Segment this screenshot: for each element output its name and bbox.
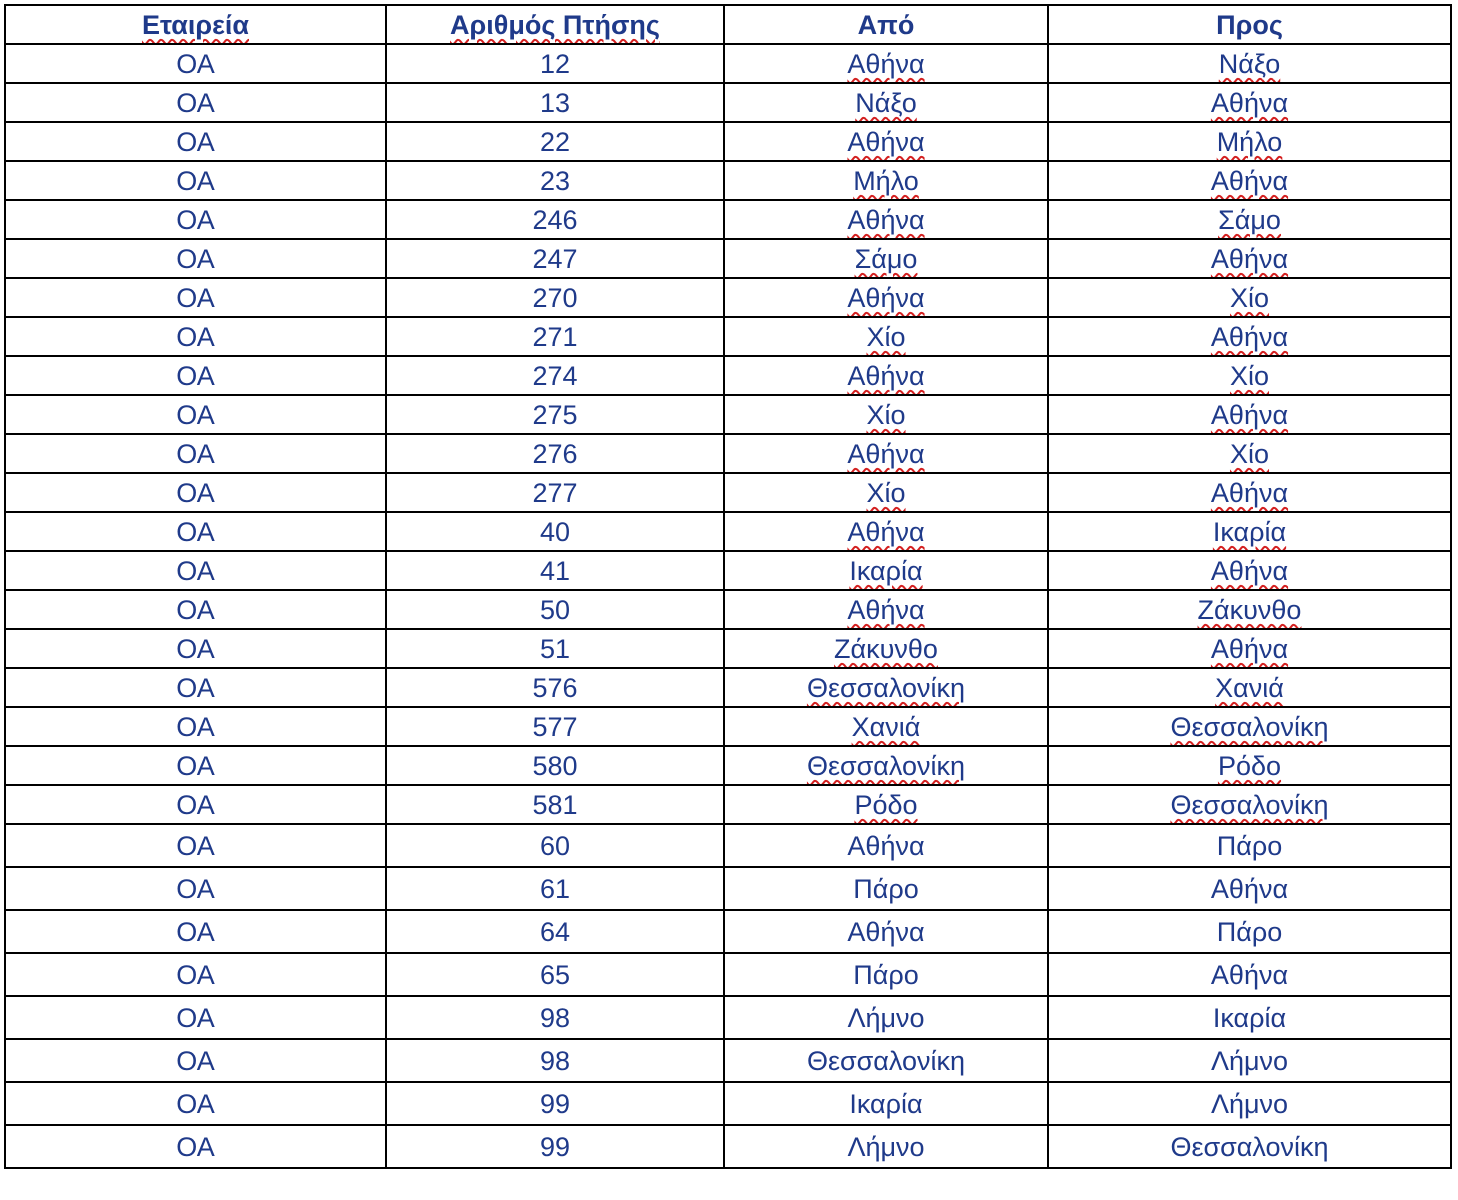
cell-from: Λήμνο [724,996,1048,1039]
cell-company: ΟΑ [5,785,386,824]
header-company: Εταιρεία [5,5,386,44]
cell-flight-number: 99 [386,1125,724,1168]
cell-to: Χίο [1048,278,1451,317]
table-row [5,317,1451,356]
cell-from: Θεσσαλονίκη [724,1039,1048,1082]
cell-company: ΟΑ [5,629,386,668]
cell-flight-number: 50 [386,590,724,629]
cell-to: Αθήνα [1048,473,1451,512]
cell-from: Θεσσαλονίκη [724,668,1048,707]
cell-from: Χίο [724,317,1048,356]
cell-from: Σάμο [724,239,1048,278]
cell-company: ΟΑ [5,707,386,746]
cell-company: ΟΑ [5,590,386,629]
cell-to: Πάρο [1048,910,1451,953]
table-row [5,122,1451,161]
header-from: Από [724,5,1048,44]
cell-company: ΟΑ [5,356,386,395]
cell-to: Αθήνα [1048,867,1451,910]
cell-to: Αθήνα [1048,239,1451,278]
table-row [5,161,1451,200]
cell-from: Χανιά [724,707,1048,746]
cell-flight-number: 98 [386,1039,724,1082]
cell-company: ΟΑ [5,83,386,122]
table-row [5,44,1451,83]
table-row [5,551,1451,590]
table-row [5,395,1451,434]
cell-from: Πάρο [724,867,1048,910]
table-row [5,629,1451,668]
cell-company: ΟΑ [5,278,386,317]
flights-table [4,4,1452,1169]
cell-to: Αθήνα [1048,629,1451,668]
cell-to: Πάρο [1048,824,1451,867]
cell-from: Αθήνα [724,122,1048,161]
cell-to: Χανιά [1048,668,1451,707]
cell-to: Θεσσαλονίκη [1048,785,1451,824]
table-body-lower [5,824,1451,1168]
cell-to: Χίο [1048,356,1451,395]
cell-to: Νάξο [1048,44,1451,83]
cell-to: Ζάκυνθο [1048,590,1451,629]
cell-company: ΟΑ [5,910,386,953]
cell-flight-number: 277 [386,473,724,512]
cell-company: ΟΑ [5,551,386,590]
cell-to: Ικαρία [1048,512,1451,551]
cell-flight-number: 65 [386,953,724,996]
cell-from: Πάρο [724,953,1048,996]
table-row [5,83,1451,122]
cell-flight-number: 270 [386,278,724,317]
cell-company: ΟΑ [5,1125,386,1168]
table-row [5,785,1451,824]
cell-flight-number: 13 [386,83,724,122]
cell-company: ΟΑ [5,122,386,161]
cell-from: Νάξο [724,83,1048,122]
cell-from: Αθήνα [724,278,1048,317]
cell-company: ΟΑ [5,512,386,551]
flights-document [4,4,1450,1169]
cell-to: Αθήνα [1048,551,1451,590]
cell-to: Αθήνα [1048,953,1451,996]
cell-from: Αθήνα [724,434,1048,473]
cell-company: ΟΑ [5,1082,386,1125]
table-row [5,1125,1451,1168]
cell-flight-number: 61 [386,867,724,910]
cell-flight-number: 22 [386,122,724,161]
cell-to: Αθήνα [1048,317,1451,356]
table-row [5,746,1451,785]
cell-company: ΟΑ [5,239,386,278]
table-body-upper [5,44,1451,824]
cell-flight-number: 576 [386,668,724,707]
cell-to: Αθήνα [1048,161,1451,200]
cell-from: Αθήνα [724,200,1048,239]
cell-to: Αθήνα [1048,83,1451,122]
table-row [5,512,1451,551]
cell-to: Ικαρία [1048,996,1451,1039]
table-row [5,953,1451,996]
cell-to: Αθήνα [1048,395,1451,434]
header-flight-number: Αριθμός Πτήσης [386,5,724,44]
cell-company: ΟΑ [5,161,386,200]
table-row [5,1082,1451,1125]
cell-company: ΟΑ [5,317,386,356]
cell-company: ΟΑ [5,434,386,473]
cell-from: Ικαρία [724,1082,1048,1125]
header-row [5,5,1451,44]
cell-to: Χίο [1048,434,1451,473]
table-row [5,200,1451,239]
cell-company: ΟΑ [5,44,386,83]
table-row [5,434,1451,473]
cell-from: Ικαρία [724,551,1048,590]
table-row [5,996,1451,1039]
cell-from: Αθήνα [724,356,1048,395]
cell-from: Θεσσαλονίκη [724,746,1048,785]
table-header [5,5,1451,44]
cell-flight-number: 246 [386,200,724,239]
cell-from: Αθήνα [724,824,1048,867]
cell-flight-number: 23 [386,161,724,200]
cell-flight-number: 580 [386,746,724,785]
cell-from: Λήμνο [724,1125,1048,1168]
cell-from: Χίο [724,473,1048,512]
cell-flight-number: 64 [386,910,724,953]
cell-flight-number: 276 [386,434,724,473]
cell-to: Θεσσαλονίκη [1048,707,1451,746]
table-row [5,668,1451,707]
table-row [5,1039,1451,1082]
cell-company: ΟΑ [5,996,386,1039]
cell-company: ΟΑ [5,473,386,512]
cell-from: Ζάκυνθο [724,629,1048,668]
cell-flight-number: 51 [386,629,724,668]
cell-company: ΟΑ [5,395,386,434]
cell-to: Ρόδο [1048,746,1451,785]
cell-flight-number: 60 [386,824,724,867]
cell-company: ΟΑ [5,1039,386,1082]
cell-to: Λήμνο [1048,1039,1451,1082]
cell-flight-number: 275 [386,395,724,434]
cell-from: Αθήνα [724,512,1048,551]
cell-company: ΟΑ [5,668,386,707]
cell-to: Σάμο [1048,200,1451,239]
cell-flight-number: 41 [386,551,724,590]
header-to: Προς [1048,5,1451,44]
table-row [5,473,1451,512]
table-row [5,278,1451,317]
cell-from: Ρόδο [724,785,1048,824]
table-row [5,867,1451,910]
cell-company: ΟΑ [5,746,386,785]
cell-company: ΟΑ [5,953,386,996]
table-row [5,707,1451,746]
cell-from: Αθήνα [724,910,1048,953]
table-row [5,590,1451,629]
table-row [5,824,1451,867]
cell-flight-number: 247 [386,239,724,278]
cell-flight-number: 274 [386,356,724,395]
cell-company: ΟΑ [5,200,386,239]
cell-from: Αθήνα [724,590,1048,629]
cell-to: Μήλο [1048,122,1451,161]
cell-from: Αθήνα [724,44,1048,83]
cell-flight-number: 40 [386,512,724,551]
cell-to: Θεσσαλονίκη [1048,1125,1451,1168]
cell-from: Χίο [724,395,1048,434]
cell-flight-number: 98 [386,996,724,1039]
table-row [5,910,1451,953]
cell-flight-number: 12 [386,44,724,83]
cell-company: ΟΑ [5,824,386,867]
table-row [5,239,1451,278]
cell-flight-number: 99 [386,1082,724,1125]
cell-from: Μήλο [724,161,1048,200]
cell-flight-number: 577 [386,707,724,746]
cell-flight-number: 271 [386,317,724,356]
cell-flight-number: 581 [386,785,724,824]
cell-to: Λήμνο [1048,1082,1451,1125]
table-row [5,356,1451,395]
cell-company: ΟΑ [5,867,386,910]
